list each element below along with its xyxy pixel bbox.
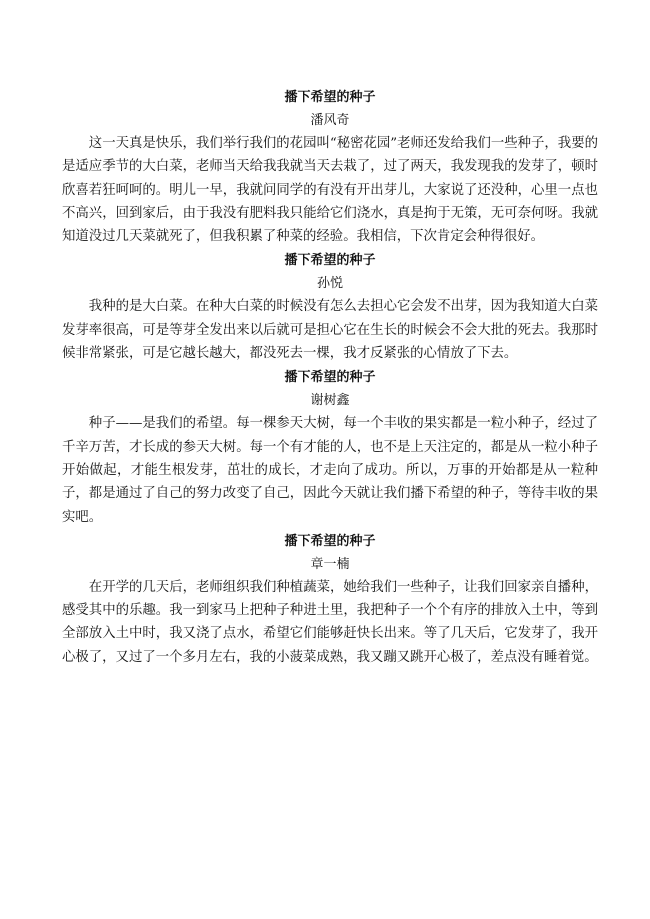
essay-author: 孙悦 bbox=[316, 276, 343, 292]
essay-title: 播下希望的种子 bbox=[284, 253, 376, 269]
essay-title: 播下希望的种子 bbox=[284, 533, 376, 549]
essay-title: 播下希望的种子 bbox=[284, 370, 376, 386]
essay-author: 潘风奇 bbox=[310, 113, 350, 128]
essay-4 bbox=[62, 532, 598, 669]
essay-body: 种子——是我们的希望。每一棵参天大树，每一个丰收的果实都是一粒小种子，经过了千辛万苦，才长成的参天大树。每一个有才能的人，也不是上天注定的，都是从一粒小种子开始做起，才能生根发芽，茁壮的成长，才走向了成功。所以，万事的开始都是从一粒种子，都是通过了自己的努力改变了自己，因此今天就让我们播下希望的种子，等待丰收的果实吧。 bbox=[62, 416, 598, 525]
essay-body: 这一天真是快乐，我们举行我们的花园叫“秘密花园”老师还发给我们一些种子，我要的是适应季节的大白菜，老师当天给我我就当天去栽了，过了两天，我发现我的发芽了，顿时欣喜若狂呵呵的。明儿一早，我就问同学的有没有开出芽儿，大家说了还没种，心里一点也不高兴，回到家后，由于我没有肥料我只能给它们浇水，真是拘于无策，无可奈何呀。我就知道没过几天菜就死了，但我积累了种菜的经验。我相信，下次肯定会种得很好。 bbox=[62, 136, 598, 245]
essay-title: 播下希望的种子 bbox=[284, 90, 376, 105]
essay-body: 我种的是大白菜。在种大白菜的时候没有怎么去担心它会发不出芽，因为我知道大白菜发芽率很高，可是等芽全发出来以后就可是担心它在生长的时候会不会大批的死去。我那时候非常紧张，可是它越长越大，都没死去一棵，我才反紧张的心情放了下去。 bbox=[62, 299, 598, 362]
document-page bbox=[62, 88, 598, 669]
essay-author: 谢树鑫 bbox=[310, 393, 350, 409]
essay-1 bbox=[62, 88, 598, 248]
essay-2 bbox=[62, 251, 598, 365]
essay-3 bbox=[62, 368, 598, 528]
essay-author: 章一楠 bbox=[310, 556, 350, 572]
essay-body: 在开学的几天后，老师组织我们种植蔬菜，她给我们一些种子，让我们回家亲自播种，感受其中的乐趣。我一到家马上把种子种进土里，我把种子一个个有序的排放入土中，等到全部放入土中时，我又浇了点水，希望它们能够赶快长出来。等了几天后，它发芽了，我开心极了，又过了一个多月左右，我的小菠菜成熟，我又蹦又跳开心极了，差点没有睡着觉。 bbox=[62, 579, 598, 665]
